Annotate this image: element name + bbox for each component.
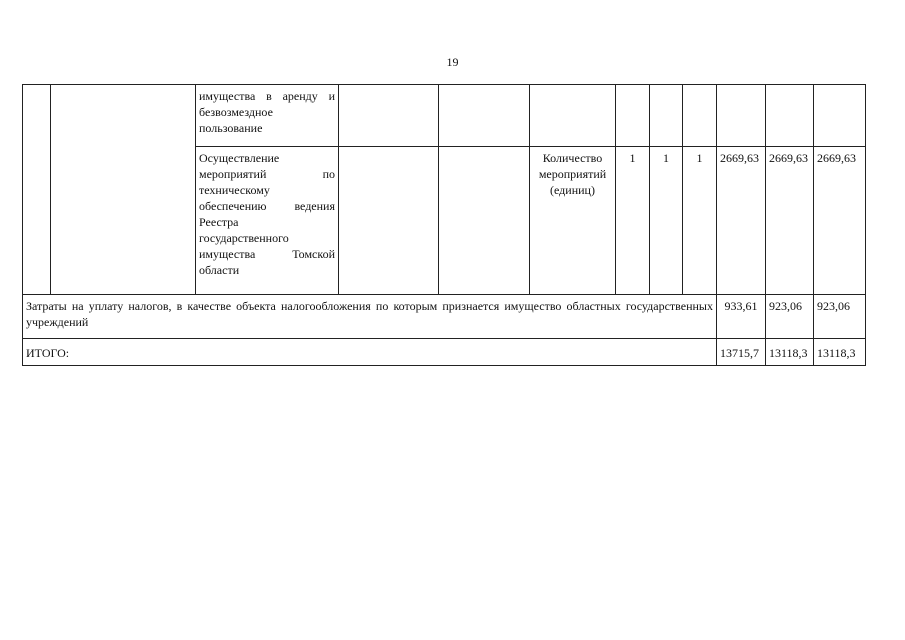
number-cell bbox=[23, 85, 51, 295]
sum-cell: 933,61 bbox=[717, 295, 766, 339]
value-cell: 1 bbox=[650, 147, 683, 295]
indicator-cell: Количество мероприятий (единиц) bbox=[530, 147, 616, 295]
value-cell bbox=[616, 85, 650, 147]
sum-cell: 13118,3 bbox=[766, 339, 814, 366]
sum-cell: 923,06 bbox=[766, 295, 814, 339]
sum-cell: 13715,7 bbox=[717, 339, 766, 366]
value-cell bbox=[683, 85, 717, 147]
budget-table bbox=[22, 84, 866, 366]
activity-line: безвозмездное bbox=[199, 105, 273, 119]
empty-cell bbox=[339, 85, 439, 147]
sum-cell: 2669,63 bbox=[766, 147, 814, 295]
sum-cell: 2669,63 bbox=[717, 147, 766, 295]
sum-cell bbox=[814, 85, 866, 147]
sum-cell: 2669,63 bbox=[814, 147, 866, 295]
total-row bbox=[23, 339, 866, 366]
page-number: 19 bbox=[446, 55, 459, 69]
sum-cell: 923,06 bbox=[814, 295, 866, 339]
total-label: ИТОГО: bbox=[23, 339, 717, 366]
taxes-row bbox=[23, 295, 866, 339]
activity-line: техническому bbox=[199, 183, 270, 197]
value-cell: 1 bbox=[616, 147, 650, 295]
program-cell bbox=[51, 85, 196, 295]
empty-cell bbox=[439, 147, 530, 295]
activity-line: Осуществление bbox=[199, 151, 280, 165]
activity-cell bbox=[196, 85, 339, 147]
activity-line: имущества Томской bbox=[199, 247, 335, 261]
indicator-cell bbox=[530, 85, 616, 147]
empty-cell bbox=[339, 147, 439, 295]
empty-cell bbox=[439, 85, 530, 147]
activity-line: Реестра bbox=[199, 215, 239, 229]
table-row bbox=[23, 85, 866, 147]
value-cell bbox=[650, 85, 683, 147]
activity-line: государственного bbox=[199, 231, 289, 245]
sum-cell bbox=[766, 85, 814, 147]
activity-cell bbox=[196, 147, 339, 295]
value-cell: 1 bbox=[683, 147, 717, 295]
activity-line: пользование bbox=[199, 121, 263, 135]
activity-line: области bbox=[199, 263, 240, 277]
sum-cell: 13118,3 bbox=[814, 339, 866, 366]
activity-line: имущества в аренду и bbox=[199, 89, 335, 103]
activity-line: обеспечению ведения bbox=[199, 199, 335, 213]
taxes-label: Затраты на уплату налогов, в качестве объекта налогообложения по которым признается имущество областных государственных учреждений bbox=[23, 295, 717, 339]
activity-line: мероприятий по bbox=[199, 167, 335, 181]
sum-cell bbox=[717, 85, 766, 147]
